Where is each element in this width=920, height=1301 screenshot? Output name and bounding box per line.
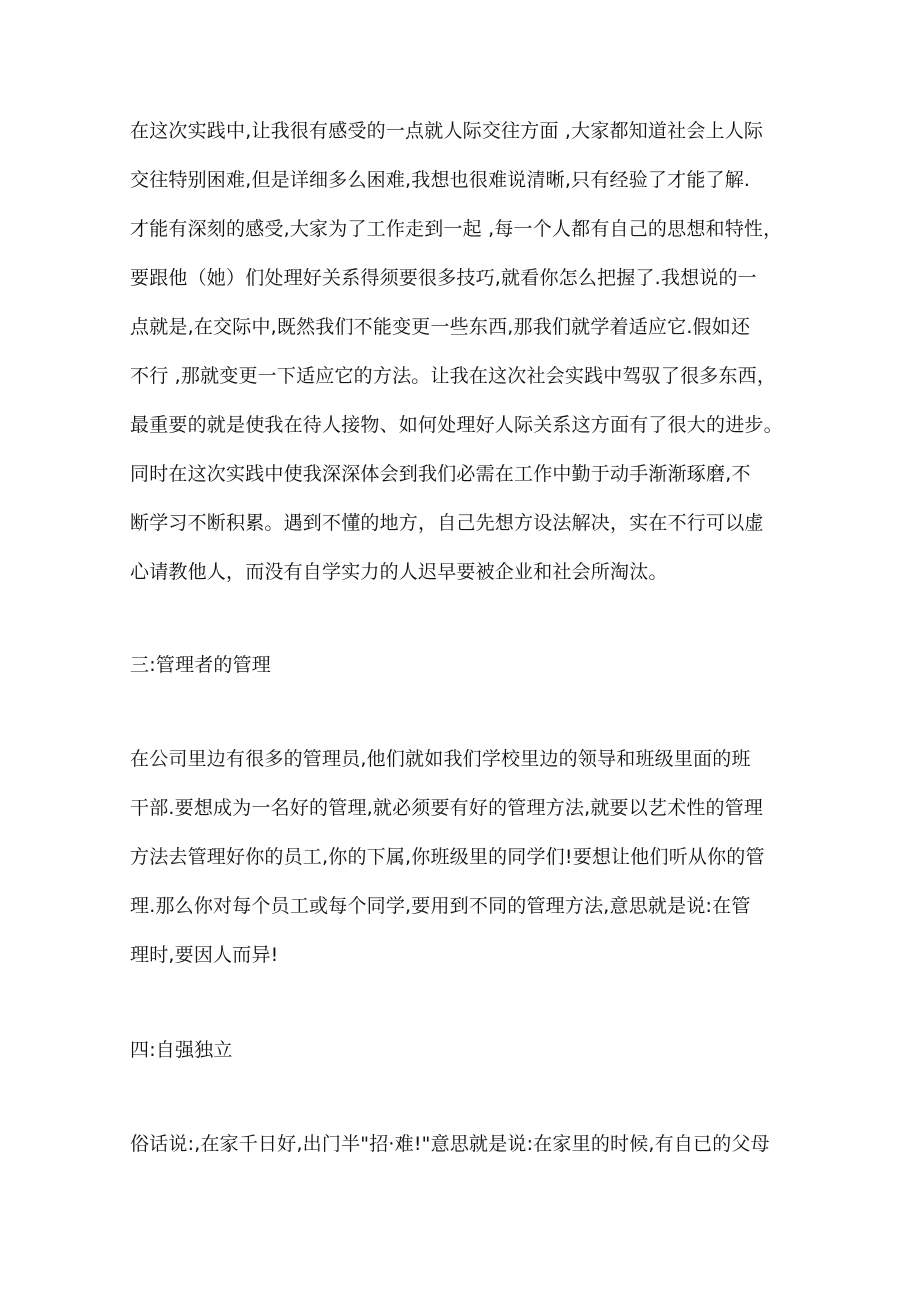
- section-heading-4: 四:自强独立: [130, 1039, 233, 1061]
- paragraph-1-line-3: 才能有深刻的感受,大家为了工作走到一起 ,每一个人都有自己的思想和特性，: [130, 218, 783, 240]
- paragraph-1-line-4: 要跟他（她）们处理好关系得须要很多技巧,就看你怎么把握了.我想说的一: [130, 267, 757, 289]
- paragraph-2-line-2: 干部.要想成为一名好的管理,就必须要有好的管理方法,就要以艺术性的管理: [130, 797, 764, 819]
- paragraph-1-line-5: 点就是,在交际中,既然我们不能变更一些东西,那我们就学着适应它.假如还: [130, 316, 751, 338]
- paragraph-2-line-1: 在公司里边有很多的管理员,他们就如我们学校里边的领导和班级里面的班: [130, 748, 751, 770]
- paragraph-1-line-10: 心请教他人，而没有自学实力的人迟早要被企业和社会所淘汰。: [130, 561, 668, 583]
- paragraph-3-line-1: 俗话说:,在家千日好,出门半"招·难!"意思就是说:在家里的时候,有自已的父母: [130, 1133, 770, 1155]
- paragraph-1-line-9: 断学习不断积累。遇到不懂的地方，自己先想方设法解决，实在不行可以虚: [130, 512, 764, 534]
- section-heading-3: 三:管理者的管理: [130, 654, 272, 676]
- paragraph-1-line-8: 同时在这次实践中使我深深体会到我们必需在工作中勤于动手渐渐琢磨,不: [130, 463, 751, 485]
- paragraph-2-line-3: 方法去管理好你的员工,你的下属,你班级里的同学们!要想让他们听从你的管: [130, 846, 765, 868]
- paragraph-1-line-1: 在这次实践中,让我很有感受的一点就人际交往方面 ,大家都知道社会上人际: [130, 120, 764, 142]
- paragraph-1-line-2: 交往特别困难,但是详细多么困难,我想也很难说清晰,只有经验了才能了解.: [130, 169, 751, 191]
- paragraph-2-line-4: 理.那么你对每个员工或每个同学,要用到不同的管理方法,意思就是说:在管: [130, 895, 751, 917]
- paragraph-1-line-7: 最重要的就是使我在待人接物、如何处理好人际关系这方面有了很大的进步。: [130, 414, 783, 436]
- paragraph-1-line-6: 不行 ,那就变更一下适应它的方法。让我在这次社会实践中驾驭了很多东西，: [130, 365, 777, 387]
- paragraph-2-line-5: 理时,要因人而异!: [130, 944, 279, 966]
